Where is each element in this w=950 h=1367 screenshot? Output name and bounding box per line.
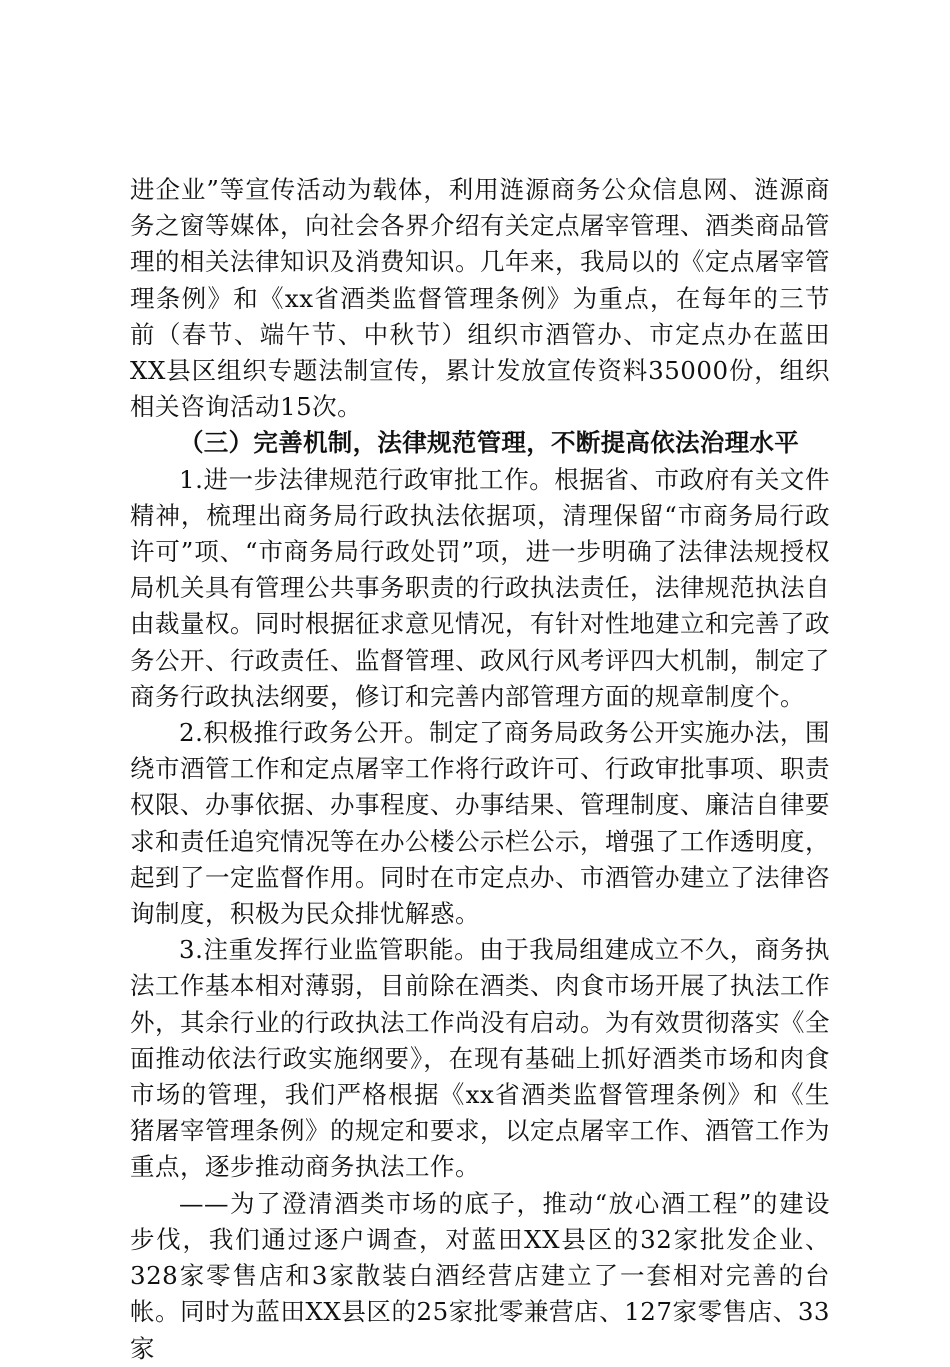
paragraph-item-2: 2.积极推行政务公开。制定了商务局政务公开实施办法，围绕市酒管工作和定点屠宰工作将行政许可、行政审批事项、职责权限、办事依据、办事程度、办事结果、管理制度、廉洁自律要求和责任追究情况等在办公楼公示栏公示，增强了工作透明度，起到了一定监督作用。同时在市定点办、市酒管办建立了法律咨询制度，积极为民众排忧解惑。 [130, 718, 830, 929]
document-body [130, 172, 830, 1367]
section-heading: （三）完善机制，法律规范管理，不断提高依法治理水平 [179, 428, 799, 458]
paragraph-item-1: 1.进一步法律规范行政审批工作。根据省、市政府有关文件精神，梳理出商务局行政执法依据项，清理保留“市商务局行政许可”项、“市商务局行政处罚”项，进一步明确了法律法规授权局机关具有管理公共事务职责的行政执法责任，法律规范执法自由裁量权。同时根据征求意见情况，有针对性地建立和完善了政务公开、行政责任、监督管理、政风行风考评四大机制，制定了商务行政执法纲要，修订和完善内部管理方面的规章制度个。 [130, 464, 830, 711]
paragraph-item-3: 3.注重发挥行业监管职能。由于我局组建成立不久，商务执法工作基本相对薄弱，目前除在酒类、肉食市场开展了执法工作外，其余行业的行政执法工作尚没有启动。为有效贯彻落实《全面推动依法行政实施纲要》，在现有基础上抓好酒类市场和肉食市场的管理，我们严格根据《xx省酒类监督管理条例》和《生猪屠宰管理条例》的规定和要求，以定点屠宰工作、酒管工作为重点，逐步推动商务执法工作。 [130, 935, 830, 1182]
paragraph-dash-item: ——为了澄清酒类市场的底子，推动“放心酒工程”的建设步伐，我们通过逐户调查，对蓝田XX县区的32家批发企业、328家零售店和3家散装白酒经营店建立了一套相对完善的台帐。同时为蓝田XX县区的25家批零兼营店、127家零售店、33家 [130, 1188, 830, 1363]
paragraph-continuation: 进企业”等宣传活动为载体，利用涟源商务公众信息网、涟源商务之窗等媒体，向社会各界介绍有关定点屠宰管理、酒类商品管理的相关法律知识及消费知识。几年来，我局以的《定点屠宰管理条例》和《xx省酒类监督管理条例》为重点，在每年的三节前（春节、端午节、中秋节）组织市酒管办、市定点办在蓝田XX县区组织专题法制宣传，累计发放宣传资料35000份，组织相关咨询活动15次。 [130, 175, 830, 422]
